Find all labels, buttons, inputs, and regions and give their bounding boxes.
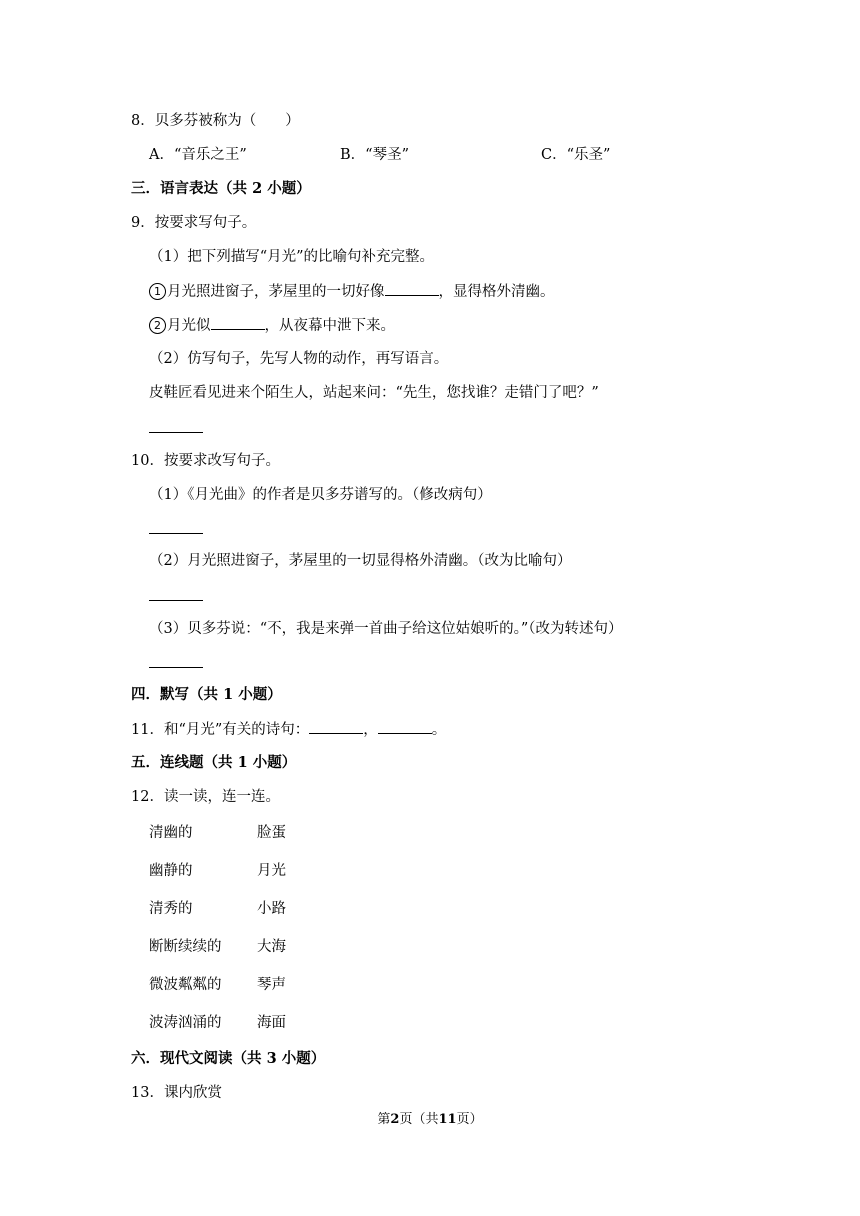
q9-example-sentence: 皮鞋匠看见进来个陌生人，站起来问：“先生，您找谁？走错门了吧？” <box>149 385 599 401</box>
q10-part1: （1）《月光曲》的作者是贝多芬谱写的。（修改病句） <box>149 487 492 503</box>
section-5-title: 五．连线题（共 1 小题） <box>131 754 297 771</box>
answer-blank[interactable] <box>378 719 432 734</box>
match-left-item[interactable]: 幽静的 <box>149 863 193 879</box>
page-footer: 第2页（共11页） <box>377 1112 483 1127</box>
answer-blank[interactable] <box>385 281 439 296</box>
match-left-item[interactable]: 清秀的 <box>149 901 193 917</box>
section-6-title: 六．现代文阅读（共 3 小题） <box>131 1050 326 1067</box>
q8-stem: 8．贝多芬被称为（ ） <box>131 113 300 129</box>
section-3-title: 三．语言表达（共 2 小题） <box>131 180 311 197</box>
q10-stem: 10．按要求改写句子。 <box>131 453 280 469</box>
match-right-item[interactable]: 海面 <box>257 1015 286 1031</box>
q10-part3: （3）贝多芬说：“不，我是来弹一首曲子给这位姑娘听的。”（改为转述句） <box>149 621 623 637</box>
match-left-item[interactable]: 断断续续的 <box>149 939 222 955</box>
match-right-item[interactable]: 脸蛋 <box>257 825 286 841</box>
q9-stem: 9．按要求写句子。 <box>131 215 257 231</box>
match-right-item[interactable]: 琴声 <box>257 977 286 993</box>
match-left-item[interactable]: 清幽的 <box>149 825 193 841</box>
q8-option-c: C．“乐圣” <box>541 147 611 163</box>
q10-part2: （2）月光照进窗子，茅屋里的一切显得格外清幽。（改为比喻句） <box>149 553 572 569</box>
page-number: 2 <box>390 1112 400 1127</box>
answer-blank[interactable] <box>309 719 363 734</box>
q11-stem: 11．和“月光”有关的诗句： ， 。 <box>131 719 446 740</box>
q10-answer-line-2[interactable] <box>149 600 203 601</box>
q8-option-b: B．“琴圣” <box>340 147 409 163</box>
section-4-title: 四．默写（共 1 小题） <box>131 686 282 703</box>
match-right-item[interactable]: 月光 <box>257 863 286 879</box>
match-left-item[interactable]: 波涛汹涌的 <box>149 1015 222 1031</box>
q8-option-a: A．“音乐之王” <box>149 147 247 163</box>
total-pages: 11 <box>438 1112 457 1127</box>
q9-part1: （1）把下列描写“月光”的比喻句补充完整。 <box>149 249 435 265</box>
match-right-item[interactable]: 大海 <box>257 939 286 955</box>
q12-stem: 12．读一读，连一连。 <box>131 789 280 805</box>
q9-item2: 2 月光似 ，从夜幕中泄下来。 <box>149 315 395 336</box>
q9-part2: （2）仿写句子，先写人物的动作，再写语言。 <box>149 351 449 367</box>
circled-number-2: 2 <box>149 317 166 334</box>
q13-stem: 13．课内欣赏 <box>131 1085 222 1101</box>
match-right-item[interactable]: 小路 <box>257 901 286 917</box>
q10-answer-line-1[interactable] <box>149 533 203 534</box>
q9-item1: 1 月光照进窗子，茅屋里的一切好像 ，显得格外清幽。 <box>149 281 555 302</box>
answer-blank[interactable] <box>211 315 265 330</box>
match-left-item[interactable]: 微波粼粼的 <box>149 977 222 993</box>
circled-number-1: 1 <box>149 283 166 300</box>
q9-answer-line[interactable] <box>149 432 203 433</box>
q10-answer-line-3[interactable] <box>149 667 203 668</box>
